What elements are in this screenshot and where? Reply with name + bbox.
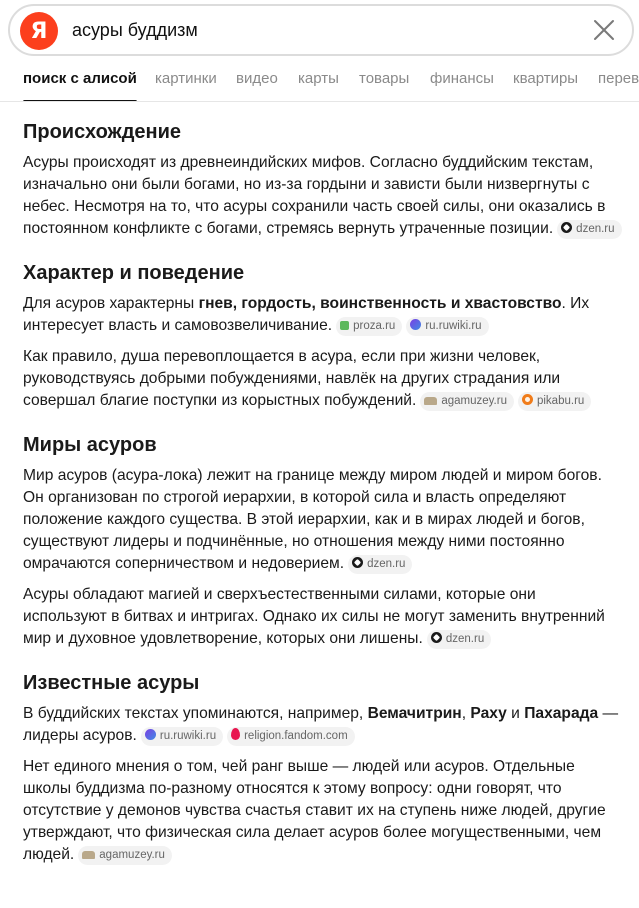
tab-video[interactable]: видео <box>236 70 278 87</box>
paragraph-text: — лидеры асуров. <box>23 705 619 744</box>
source-link[interactable] <box>78 846 172 865</box>
paragraph-text: Нет единого мнения о том, чей ранг выше — людей или асуров. Отдельные школы буддизма по-разному относятся к этому вопросу: одни говорят, что отсутствие у демонов чувства счастья ставит их на ступень ниже людей, другие утверждают, что физическая сила делает асуров более могущественными, чем людей. <box>23 758 606 863</box>
dzen-favicon-icon <box>431 632 442 643</box>
tab-finance[interactable]: финансы <box>430 70 494 87</box>
paragraph-text: Мир асуров (асура-лока) лежит на границе между миром людей и миром богов. Он организован по строгой иерархии, в которой сила и власть определяют положение каждого существа. В этой иерархии, как и в мирах людей и богов, существуют лидеры и подчинённые, но отношения между ними постоянно омрачаются соперничеством и недоверием. <box>23 467 602 572</box>
paragraph-text: , <box>461 705 471 722</box>
agamuzey-favicon-icon <box>82 851 95 859</box>
source-label: dzen.ru <box>367 558 406 570</box>
dzen-favicon-icon <box>561 222 572 233</box>
answer-paragraph <box>23 293 623 337</box>
source-link[interactable] <box>348 555 412 574</box>
close-icon <box>590 16 618 44</box>
paragraph-text: Асуры обладают магией и сверхъестественными силами, которые они используют в битвах и интригах. Однако их силы не могут заменить внутренний мир и духовное удовлетворение, которых они лишены. <box>23 586 605 647</box>
proza-favicon-icon <box>340 321 349 330</box>
paragraph-text: . Их интересует власть и самовозвеличивание. <box>23 295 590 334</box>
fandom-favicon-icon <box>231 728 240 740</box>
source-link[interactable] <box>427 630 491 649</box>
source-link[interactable] <box>141 727 223 746</box>
paragraph-text: Для асуров характерны <box>23 295 199 312</box>
pikabu-favicon-icon <box>522 394 533 405</box>
paragraph-text: В буддийских текстах упоминаются, например, <box>23 705 368 722</box>
source-label: religion.fandom.com <box>244 730 348 742</box>
source-link[interactable] <box>406 317 488 336</box>
section-title: Миры асуров <box>23 434 157 456</box>
search-tabs <box>0 64 639 102</box>
tab-images[interactable]: картинки <box>155 70 217 87</box>
ruwiki-favicon-icon <box>410 319 421 330</box>
source-label: dzen.ru <box>445 633 485 645</box>
source-label: dzen.ru <box>576 223 615 235</box>
answer-paragraph <box>23 584 623 650</box>
answer-paragraph <box>23 703 623 747</box>
bold-term: гнев, гордость, воинственность и хвастовство <box>198 295 562 312</box>
alice-answer <box>23 118 623 885</box>
tab-apartments[interactable]: квартиры <box>513 70 579 87</box>
search-input[interactable]: асуры буддизм <box>72 20 198 40</box>
source-label: agamuzey.ru <box>99 849 165 861</box>
answer-section <box>23 259 623 412</box>
answer-paragraph <box>23 346 623 412</box>
section-title: Характер и поведение <box>23 262 245 284</box>
section-title: Известные асуры <box>23 672 200 694</box>
source-link[interactable] <box>227 727 355 746</box>
search-bar[interactable] <box>8 4 634 56</box>
tab-translate[interactable]: перев <box>598 70 639 87</box>
paragraph-text: Как правило, душа перевоплощается в асура, если при жизни человек, руководствуясь добрыми побуждениями, навлёк на других страдания или совершал благие поступки из корыстных побуждений. <box>23 348 561 409</box>
clear-search-button[interactable] <box>590 16 618 44</box>
tab-maps[interactable]: карты <box>298 70 339 87</box>
answer-paragraph <box>23 465 623 575</box>
answer-section <box>23 431 623 650</box>
paragraph-text: Асуры происходят из древнеиндийских мифов. Согласно буддийским текстам, изначально они были богами, но из-за гордыни и зависти были низвергнуты с небес. Несмотря на то, что асуры сохранили часть своей силы, они оказались в постоянном конфликте с богами, стремясь вернуть утраченные позиции. <box>23 154 606 237</box>
bold-term: Раху <box>470 705 507 722</box>
source-label: pikabu.ru <box>536 395 585 407</box>
source-label: proza.ru <box>353 320 396 332</box>
tab-products[interactable]: товары <box>359 70 410 87</box>
section-title: Происхождение <box>23 121 182 143</box>
answer-paragraph <box>23 756 623 866</box>
answer-section <box>23 669 623 866</box>
answer-section <box>23 118 623 240</box>
source-link[interactable] <box>336 317 402 336</box>
ruwiki-favicon-icon <box>145 729 156 740</box>
yandex-logo[interactable]: Я <box>20 12 58 50</box>
answer-paragraph <box>23 152 623 240</box>
source-label: ru.ruwiki.ru <box>159 730 217 742</box>
bold-term: Вемачитрин <box>367 705 462 722</box>
source-label: agamuzey.ru <box>441 395 507 407</box>
bold-term: Пахарада <box>524 705 599 722</box>
source-link[interactable] <box>420 392 514 411</box>
tab-alice-search[interactable]: поиск с алисой <box>23 70 137 87</box>
source-link[interactable] <box>557 220 621 239</box>
agamuzey-favicon-icon <box>424 397 437 405</box>
dzen-favicon-icon <box>352 557 363 568</box>
source-label: ru.ruwiki.ru <box>425 320 482 332</box>
source-link[interactable] <box>518 392 591 411</box>
paragraph-text: и <box>506 705 525 722</box>
